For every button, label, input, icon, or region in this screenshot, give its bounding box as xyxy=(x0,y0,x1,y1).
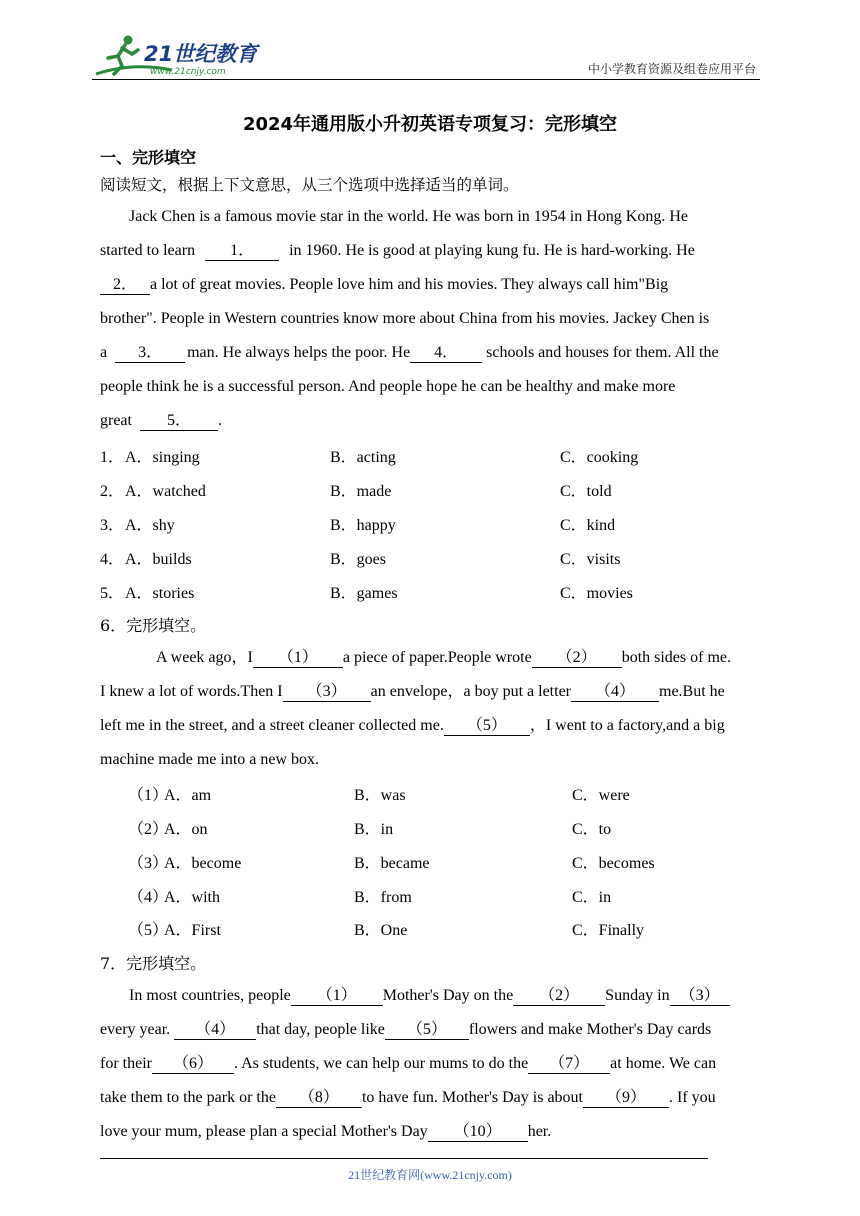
text: her. xyxy=(527,1123,552,1140)
option-c: C．to xyxy=(572,821,612,838)
text: great xyxy=(100,412,132,429)
blank-3: （3） xyxy=(670,987,730,1006)
q6-line2 xyxy=(100,681,725,703)
option-a: A．shy xyxy=(125,517,175,534)
text: a xyxy=(100,344,108,361)
text: an envelope，a boy put a letter xyxy=(370,683,571,700)
text: at home. We can xyxy=(610,1055,717,1072)
q6-line4: machine made me into a new box. xyxy=(100,751,320,768)
text: schools and houses for them. All the xyxy=(486,344,719,361)
blank-8: （8） xyxy=(276,1089,362,1108)
option-c: C．Finally xyxy=(572,922,645,939)
option-b: B．happy xyxy=(330,517,396,534)
option-b: B．games xyxy=(330,585,398,602)
option-a: A．on xyxy=(164,821,208,838)
q7-heading: 7．完形填空。 xyxy=(100,954,207,973)
blank-2: （2） xyxy=(532,649,622,668)
q-number: （3） xyxy=(128,855,169,872)
platform-name: 中小学教育资源及组卷应用平台 xyxy=(587,62,756,76)
text: in 1960. He is good at playing kung fu. He is hard-working. He xyxy=(289,242,695,259)
q-number: 3． xyxy=(100,517,125,534)
option-c: C．told xyxy=(560,483,612,500)
passage1-line3 xyxy=(100,274,668,296)
passage1-line7 xyxy=(100,410,222,432)
text: love your mum, please plan a special Mother's Day xyxy=(100,1123,428,1140)
q6-line3 xyxy=(100,715,725,737)
text: I knew a lot of words.Then I xyxy=(100,683,283,700)
blank-1: 1． xyxy=(205,242,279,261)
blank-2: 2． xyxy=(100,276,150,295)
text: started to learn xyxy=(100,242,196,259)
text: me.But he xyxy=(659,683,725,700)
page-title: 2024年通用版小升初英语专项复习：完形填空 xyxy=(242,114,618,135)
text: take them to the park or the xyxy=(100,1089,276,1106)
q-number: （5） xyxy=(128,922,169,939)
footer-divider xyxy=(100,1158,708,1159)
option-a: A．with xyxy=(164,889,221,906)
option-b: B．goes xyxy=(330,551,387,568)
text: ，I went to a factory,and a big xyxy=(529,717,725,734)
q-number: 5． xyxy=(100,585,125,602)
instruction-text: 阅读短文，根据上下文意思，从三个选项中选择适当的单词。 xyxy=(100,176,519,194)
passage1-line4: brother". People in Western countries know more about China from his movies. Jackey Chen is xyxy=(100,310,710,327)
text: for their xyxy=(100,1055,152,1072)
option-a: A．watched xyxy=(125,483,206,500)
blank-5: （5） xyxy=(385,1021,469,1040)
option-a: A．builds xyxy=(125,551,192,568)
text: both sides of me. xyxy=(621,649,732,666)
text: man. He always helps the poor. He xyxy=(187,344,411,361)
blank-2: （2） xyxy=(513,987,605,1006)
option-a: A．stories xyxy=(125,585,195,602)
blank-1: （1） xyxy=(253,649,343,668)
text: . If you xyxy=(669,1089,716,1106)
q-number: （1） xyxy=(128,787,169,804)
option-c: C．in xyxy=(572,889,612,906)
option-b: B．One xyxy=(354,922,408,939)
text: to have fun. Mother's Day is about xyxy=(361,1089,583,1106)
passage1-line2 xyxy=(100,240,695,262)
blank-3: （3） xyxy=(283,683,371,702)
footer-text: 21世纪教育网(www.21cnjy.com) xyxy=(348,1168,512,1182)
q7-line1 xyxy=(129,985,730,1007)
q7-line5 xyxy=(100,1121,551,1143)
q-number: （2） xyxy=(128,821,169,838)
q-number: 1． xyxy=(100,449,125,466)
section-heading: 一、完形填空 xyxy=(100,148,197,167)
q6-line1 xyxy=(156,647,731,669)
page-header xyxy=(92,34,760,80)
blank-4: （4） xyxy=(571,683,659,702)
option-b: B．was xyxy=(354,787,406,804)
q-number: （4） xyxy=(128,889,169,906)
option-b: B．became xyxy=(354,855,430,872)
text: . As students, we can help our mums to do the xyxy=(233,1055,529,1072)
option-a: A．singing xyxy=(125,449,200,466)
text: every year. xyxy=(100,1021,171,1038)
option-c: C．cooking xyxy=(560,449,639,466)
option-c: C．becomes xyxy=(572,855,655,872)
logo-url: www.21cnjy.com xyxy=(150,67,226,77)
text: Mother's Day on the xyxy=(382,987,514,1004)
blank-5: （5） xyxy=(444,717,530,736)
option-a: A．First xyxy=(164,922,221,939)
option-c: C．kind xyxy=(560,517,616,534)
blank-3: 3． xyxy=(115,344,185,363)
q-number: 2． xyxy=(100,483,125,500)
logo-text: 21世纪教育 xyxy=(144,42,258,66)
logo-runner-icon xyxy=(92,34,262,78)
option-b: B．made xyxy=(330,483,392,500)
blank-4: （4） xyxy=(174,1021,256,1040)
blank-9: （9） xyxy=(583,1089,669,1108)
option-c: C．movies xyxy=(560,585,633,602)
blank-1: （1） xyxy=(291,987,383,1006)
option-b: B．from xyxy=(354,889,412,906)
text: left me in the street, and a street cleaner collected me. xyxy=(100,717,444,734)
passage1-line6: people think he is a successful person. And people hope he can be healthy and make more xyxy=(100,378,676,395)
passage1-line5 xyxy=(100,342,719,364)
passage1-line1: Jack Chen is a famous movie star in the world. He was born in 1954 in Hong Kong. He xyxy=(129,208,689,225)
blank-10: （10） xyxy=(428,1123,528,1142)
option-c: C．were xyxy=(572,787,630,804)
text: a lot of great movies. People love him and his movies. They always call him"Big xyxy=(150,276,669,293)
text: . xyxy=(217,412,222,429)
q7-line4 xyxy=(100,1087,716,1109)
blank-4: 4． xyxy=(410,344,482,363)
option-a: A．am xyxy=(164,787,212,804)
q6-heading: 6．完形填空。 xyxy=(100,616,207,635)
text: A week ago，I xyxy=(156,649,253,666)
text: a piece of paper.People wrote xyxy=(342,649,532,666)
text: that day, people like xyxy=(256,1021,385,1038)
text: In most countries, people xyxy=(129,987,291,1004)
option-b: B．acting xyxy=(330,449,396,466)
text: Sunday in xyxy=(605,987,670,1004)
text: flowers and make Mother's Day cards xyxy=(468,1021,712,1038)
option-c: C．visits xyxy=(560,551,621,568)
q7-line3 xyxy=(100,1053,716,1075)
q7-line2 xyxy=(100,1019,711,1041)
option-b: B．in xyxy=(354,821,394,838)
blank-5: 5． xyxy=(140,412,218,431)
option-a: A．become xyxy=(164,855,242,872)
q-number: 4． xyxy=(100,551,125,568)
blank-7: （7） xyxy=(528,1055,610,1074)
header-divider xyxy=(92,79,760,80)
blank-6: （6） xyxy=(152,1055,234,1074)
